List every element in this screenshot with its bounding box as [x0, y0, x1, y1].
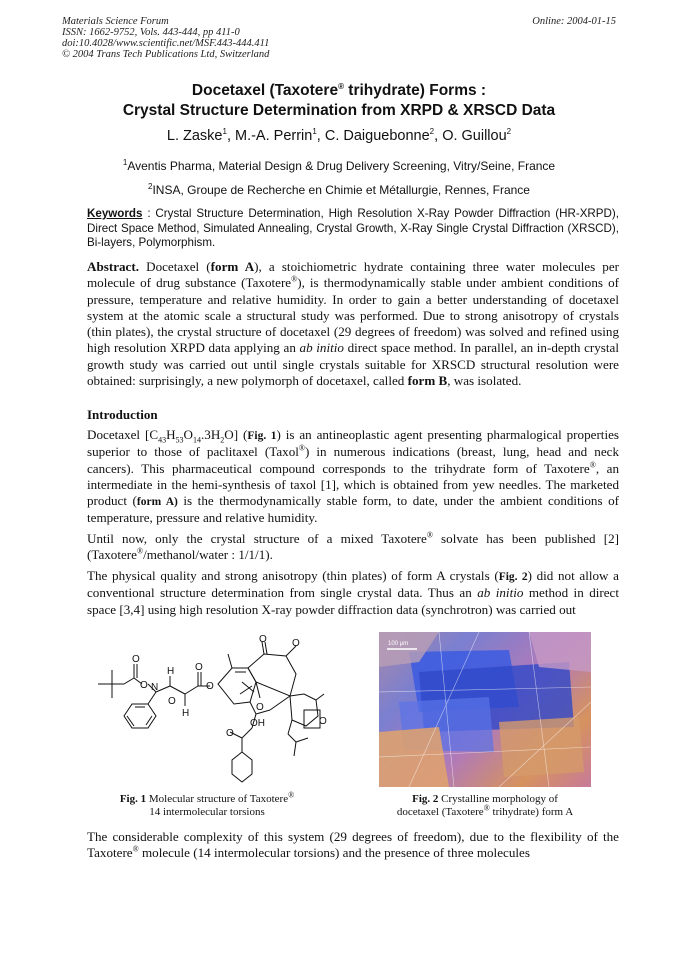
atom-N: N [151, 682, 159, 693]
crystal-micrograph [379, 632, 591, 787]
title-line1-b: trihydrate) Forms : [343, 82, 487, 99]
scale-bar-label: 100 µm [388, 641, 409, 647]
journal-name: Materials Science Forum [62, 16, 169, 27]
issn: ISSN: 1662-9752, Vols. 443-444, pp 411-0 [62, 27, 240, 38]
atom-O: O [168, 696, 176, 707]
crystal-plates-image [379, 632, 591, 787]
intro-paragraph-2: Until now, only the crystal structure of a mixed Taxotere® solvate has been published [2] (Taxotere®/methanol/water : 1/1/1). [87, 530, 620, 563]
online-date: Online: 2004-01-15 [532, 16, 616, 27]
atom-O: O [259, 634, 267, 645]
atom-OH: OH [250, 718, 265, 729]
atom-O: O [132, 654, 140, 665]
atom-H: H [182, 708, 190, 719]
affiliation-1: $^1$Aventis Pharma, Material Design & Drug Delivery Screening, Vitry/Seine, France [122, 158, 556, 173]
atom-O: O [226, 728, 234, 739]
atom-O: O [256, 702, 264, 713]
keywords-label: Keywords [87, 207, 143, 220]
journal-header [62, 16, 269, 60]
author: C. Daiguebonne$^2$, [324, 127, 443, 144]
molecular-structure-figure [90, 634, 330, 786]
body-paragraph-continued: The considerable complexity of this system (29 degrees of freedom), due to the flexibility of the Taxotere® molecule (14 intermolecular torsions) and the presence of three molecules [87, 829, 619, 861]
keywords-text: : Crystal Structure Determination, High Resolution X-Ray Powder Diffraction (HR-XRPD), Direct Space Method, Simulated Annealing, Crystal Growth, X-Ray Single Crystal Diffraction (XRSCD), Bi-layers, Polymorphism. [87, 207, 619, 249]
title-reg: ® [338, 81, 344, 91]
title-line1-a: Docetaxel (Taxotere [191, 82, 339, 99]
keywords [87, 207, 619, 251]
author-list [0, 128, 678, 144]
title-line2: Crystal Structure Determination from XRPD & XRSCD Data [122, 102, 556, 119]
atom-O: O [319, 716, 327, 727]
abstract: Abstract. Docetaxel (form A), a stoichiometric hydrate containing three water molecules per molecule of drug substance (Taxotere®), is thermodynamically stable under ambient conditions of pressure, temperature and relative humidity. In order to gain a better understanding of docetaxel system at the atomic scale a structural study was performed. Due to strong anisotropy of crystals (thin plates), the crystal structure of docetaxel (29 degrees of freedom) was solved and refined using high resolution XRPD data applying an ab initio direct space method. In parallel, an in-depth crystal growth study was carried out until single crystals suitable for XRSCD structural resolution were obtained: surprisingly, a new polymorph of docetaxel, called form B, was isolated. [87, 259, 620, 389]
copyright: © 2004 Trans Tech Publications Ltd, Switzerland [62, 49, 270, 60]
intro-paragraph-1: Docetaxel $[C_{43}H_{53}O_{14}.3H_2O]$ (Fig. 1) is an antineoplastic agent presenting pharmalogical properties superior to those of paclitaxel (Taxol®) in numerous indications (breast, lung, head and neck cancers). This pharmaceutical compound corresponds to the trihydrate form of Taxotere®, an intermediate in the hemi-synthesis of taxol [1], which is obtained from yew needles. The marketed product (form A) is the thermodynamically stable form, to date, under the ambient conditions of temperature, pressure and relative humidity. [87, 427, 619, 526]
atom-O: O [195, 662, 203, 673]
doi: doi:10.4028/www.scientific.net/MSF.443-444.411 [62, 38, 270, 49]
author: O. Guillou$^2$ [442, 127, 512, 144]
fig2-caption: Fig. 2 Crystalline morphology of docetaxel (Taxotere® trihydrate) form A [396, 793, 574, 818]
affiliation-2: $^2$INSA, Groupe de Recherche en Chimie et Métallurgie, Rennes, France [148, 182, 530, 197]
atom-H: H [167, 666, 175, 677]
intro-paragraph-3: The physical quality and strong anisotropy (thin plates) of form A crystals (Fig. 2) did not allow a conventional structure determination from single crystal data. Thus an ab initio method in direct space [3,4] using high resolution X-ray powder diffraction data (synchrotron) was carried out [87, 568, 619, 617]
author: L. Zaske$^1$, [166, 127, 235, 144]
atom-O: O [292, 638, 300, 649]
atom-O: O [206, 681, 214, 692]
author: M.-A. Perrin$^1$, [235, 127, 325, 144]
paper-title [0, 81, 678, 121]
fig1-caption: Fig. 1 Molecular structure of Taxotere® 14 intermolecular torsions [119, 790, 295, 818]
section-heading-introduction: Introduction [87, 407, 158, 422]
atom-O: O [140, 680, 148, 691]
